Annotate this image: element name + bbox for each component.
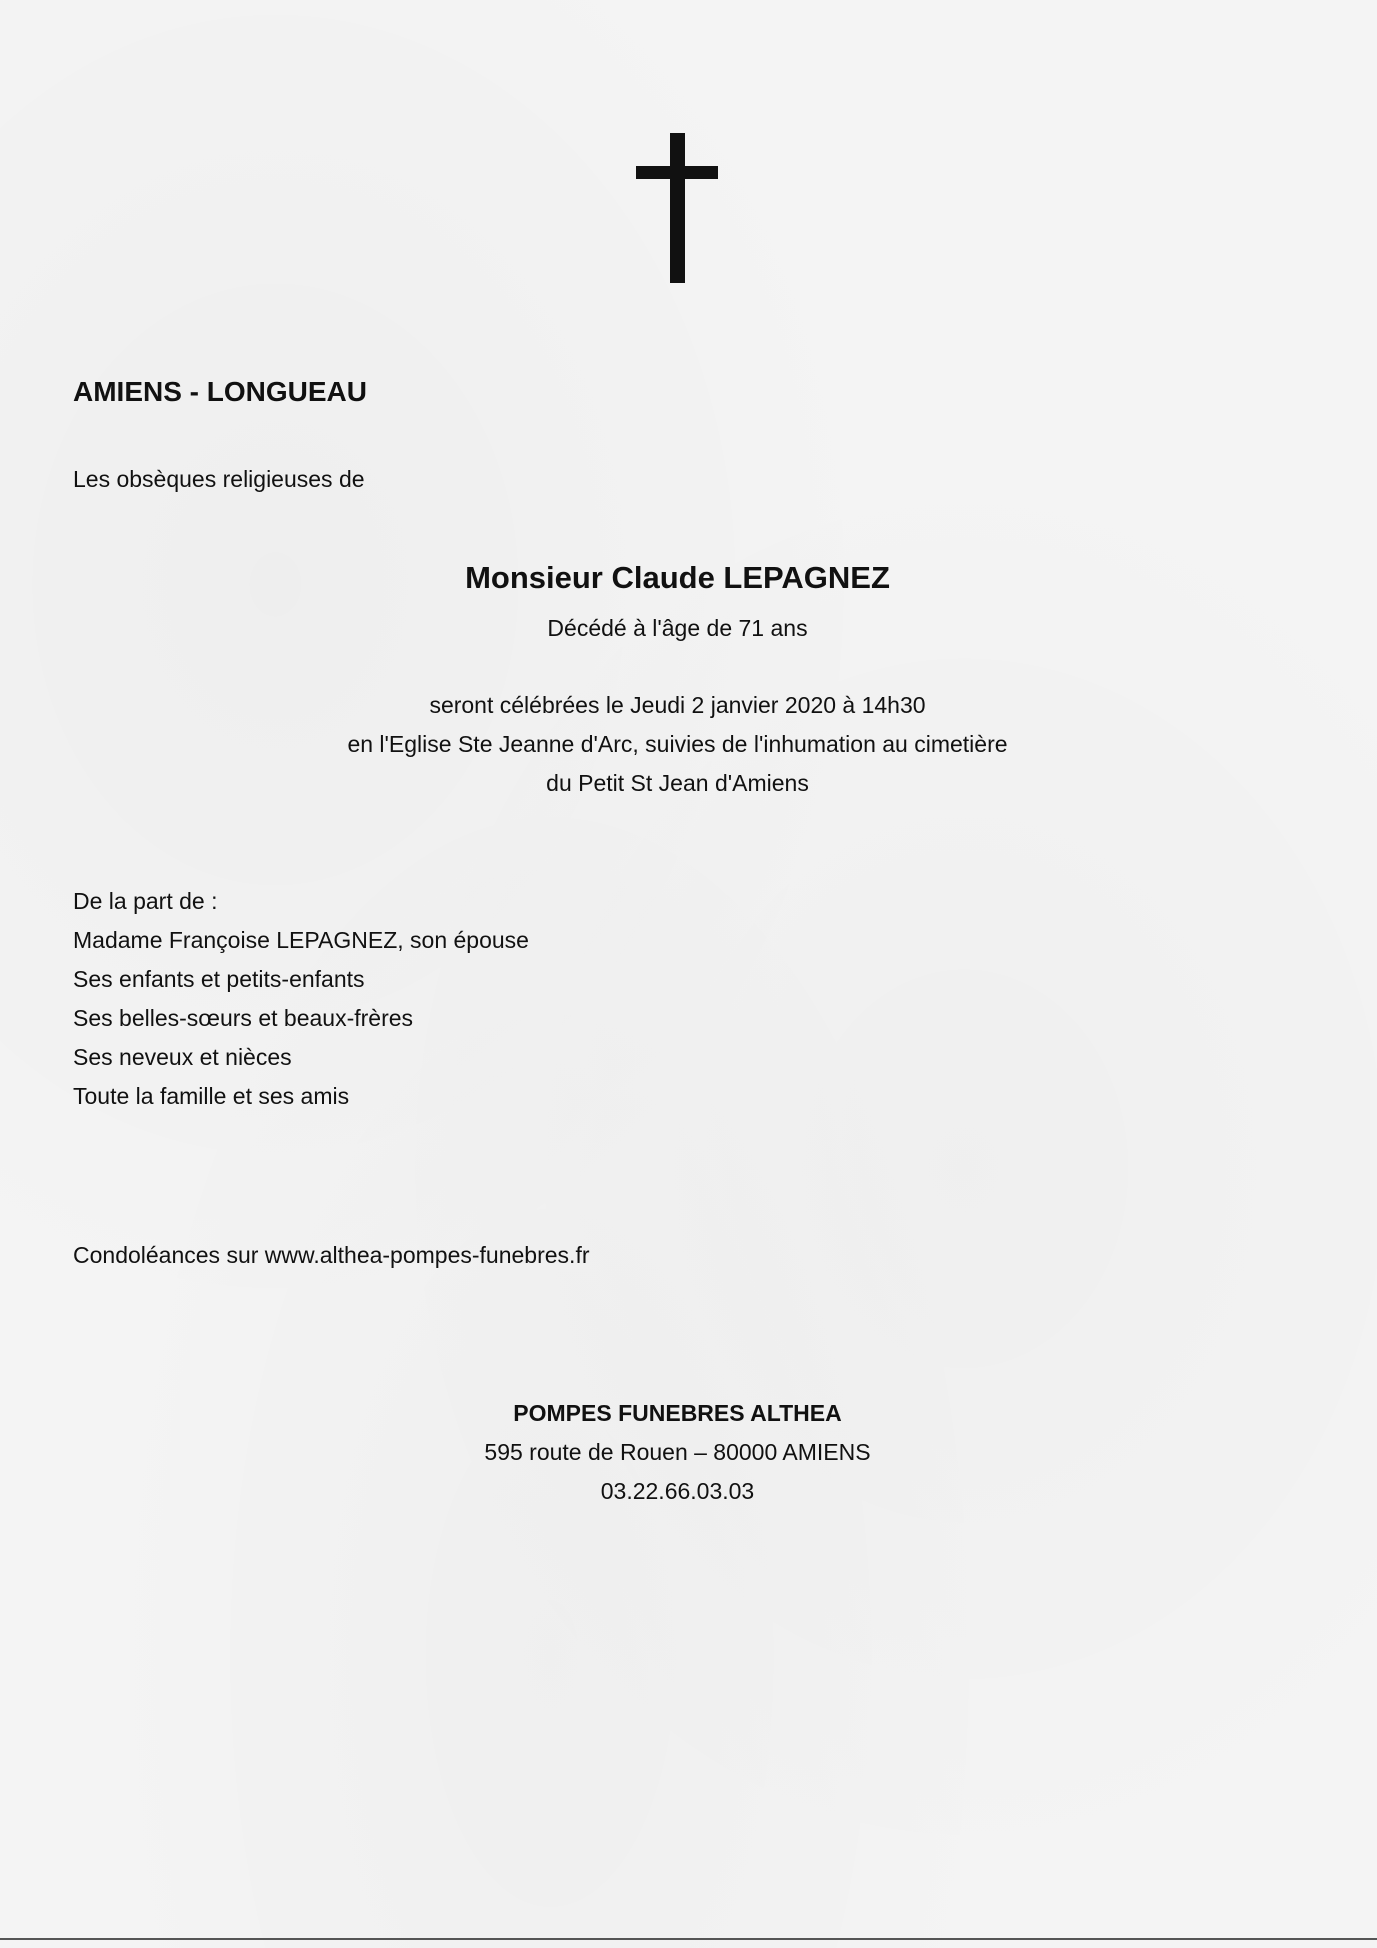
funeral-home-name: POMPES FUNEBRES ALTHEA — [513, 1400, 842, 1426]
family-member: Ses neveux et nièces — [73, 1044, 292, 1070]
cross-horizontal-bar — [636, 166, 718, 179]
funeral-home-phone: 03.22.66.03.03 — [600, 1478, 755, 1504]
cross-icon — [636, 133, 718, 283]
condolences-text: Condoléances sur www.althea-pompes-funebres.fr — [73, 1242, 590, 1268]
location-heading: AMIENS - LONGUEAU — [73, 376, 367, 407]
family-label: De la part de : — [73, 888, 218, 914]
intro-text: Les obsèques religieuses de — [73, 466, 365, 492]
ceremony-line-3: du Petit St Jean d'Amiens — [546, 770, 809, 796]
family-member: Ses belles-sœurs et beaux-frères — [73, 1005, 414, 1031]
ceremony-line-2: en l'Eglise Ste Jeanne d'Arc, suivies de l'inhumation au cimetière — [347, 731, 1008, 757]
family-member: Ses enfants et petits-enfants — [73, 966, 365, 992]
deceased-age: Décédé à l'âge de 71 ans — [547, 615, 808, 641]
page-bottom-edge — [0, 1938, 1377, 1940]
funeral-home-address: 595 route de Rouen – 80000 AMIENS — [484, 1439, 871, 1465]
family-member: Toute la famille et ses amis — [73, 1083, 350, 1109]
ceremony-line-1: seront célébrées le Jeudi 2 janvier 2020 à 14h30 — [429, 692, 926, 718]
deceased-name: Monsieur Claude LEPAGNEZ — [465, 560, 890, 595]
cross-vertical-bar — [670, 133, 685, 283]
family-member: Madame Françoise LEPAGNEZ, son épouse — [73, 927, 529, 953]
